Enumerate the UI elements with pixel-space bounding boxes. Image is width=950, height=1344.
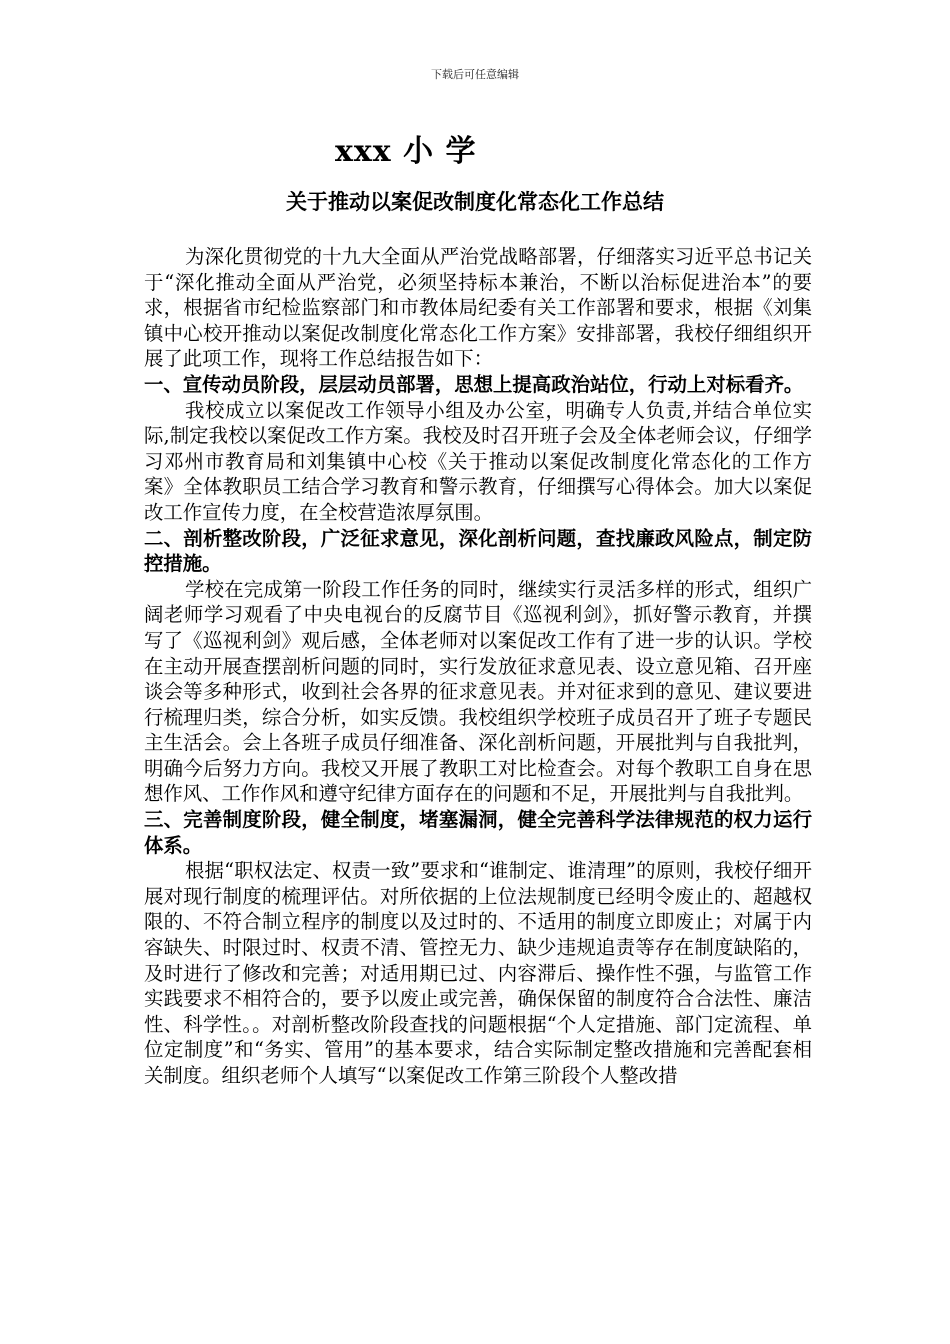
section-body-2: 学校在完成第一阶段工作任务的同时，继续实行灵活多样的形式，组织广阔老师学习观看了中央电视台的反腐节目《巡视利剑》，抓好警示教育，并撰写了《巡视利剑》观后感，全体老师对以案促改工作有了进一步的认识。学校在主动开展查摆剖析问题的同时，实行发放征求意见表、设立意见箱、召开座谈会等多种形式，收到社会各界的征求意见表。并对征求到的意见、建议要进行梳理归类，综合分析，如实反馈。我校组织学校班子成员召开了班子专题民主生活会。会上各班子成员仔细准备、深化剖析问题，开展批判与自我批判，明确今后努力方向。我校又开展了教职工对比检查会。对每个教职工自身在思想作风、工作作风和遵守纪律方面存在的问题和不足，开展批判与自我批判。 [144, 577, 812, 806]
document-body [144, 244, 812, 1089]
section-heading-1: 一、宣传动员阶段，层层动员部署，思想上提高政治站位，行动上对标看齐。 [144, 372, 804, 396]
section-body-1: 我校成立以案促改工作领导小组及办公室，明确专人负责,并结合单位实际,制定我校以案促改工作方案。我校及时召开班子会及全体老师会议，仔细学习邓州市教育局和刘集镇中心校《关于推动以案促改制度化常态化的工作方案》全体教职员工结合学习教育和警示教育，仔细撰写心得体会。加大以案促改工作宣传力度，在全校营造浓厚氛围。 [144, 398, 812, 524]
section-heading-3: 三、完善制度阶段，健全制度，堵塞漏洞，健全完善科学法律规范的权力运行体系。 [144, 808, 812, 857]
page-header-note: 下载后可任意编辑 [431, 68, 519, 81]
document-title: 关于推动以案促改制度化常态化工作总结 [286, 189, 664, 214]
school-title: xxx 小 学 [335, 134, 477, 169]
section-body-3: 根据“职权法定、权责一致”要求和“谁制定、谁清理”的原则，我校仔细开展对现行制度的梳理评估。对所依据的上位法规制度已经明令废止的、超越权限的、不符合制立程序的制度以及过时的、不适用的制度立即废止；对属于内容缺失、时限过时、权责不清、管控无力、缺少违规追责等存在制度缺陷的，及时进行了修改和完善；对适用期已过、内容滞后、操作性不强，与监管工作实践要求不相符合的，要予以废止或完善，确保保留的制度符合合法性、廉洁性、科学性。。对剖析整改阶段查找的问题根据“个人定措施、部门定流程、单位定制度”和“务实、管用”的基本要求，结合实际制定整改措施和完善配套相关制度。组织老师个人填写“以案促改工作第三阶段个人整改措 [144, 859, 812, 1087]
intro-paragraph: 为深化贯彻党的十九大全面从严治党战略部署，仔细落实习近平总书记关于“深化推动全面从严治党，必须坚持标本兼治，不断以治标促进治本”的要求，根据省市纪检监察部门和市教体局纪委有关工作部署和要求，根据《刘集镇中心校开推动以案促改制度化常态化工作方案》安排部署，我校仔细组织开展了此项工作，现将工作总结报告如下： [144, 245, 812, 371]
section-heading-2: 二、剖析整改阶段，广泛征求意见，深化剖析问题，查找廉政风险点，制定防控措施。 [144, 526, 812, 576]
